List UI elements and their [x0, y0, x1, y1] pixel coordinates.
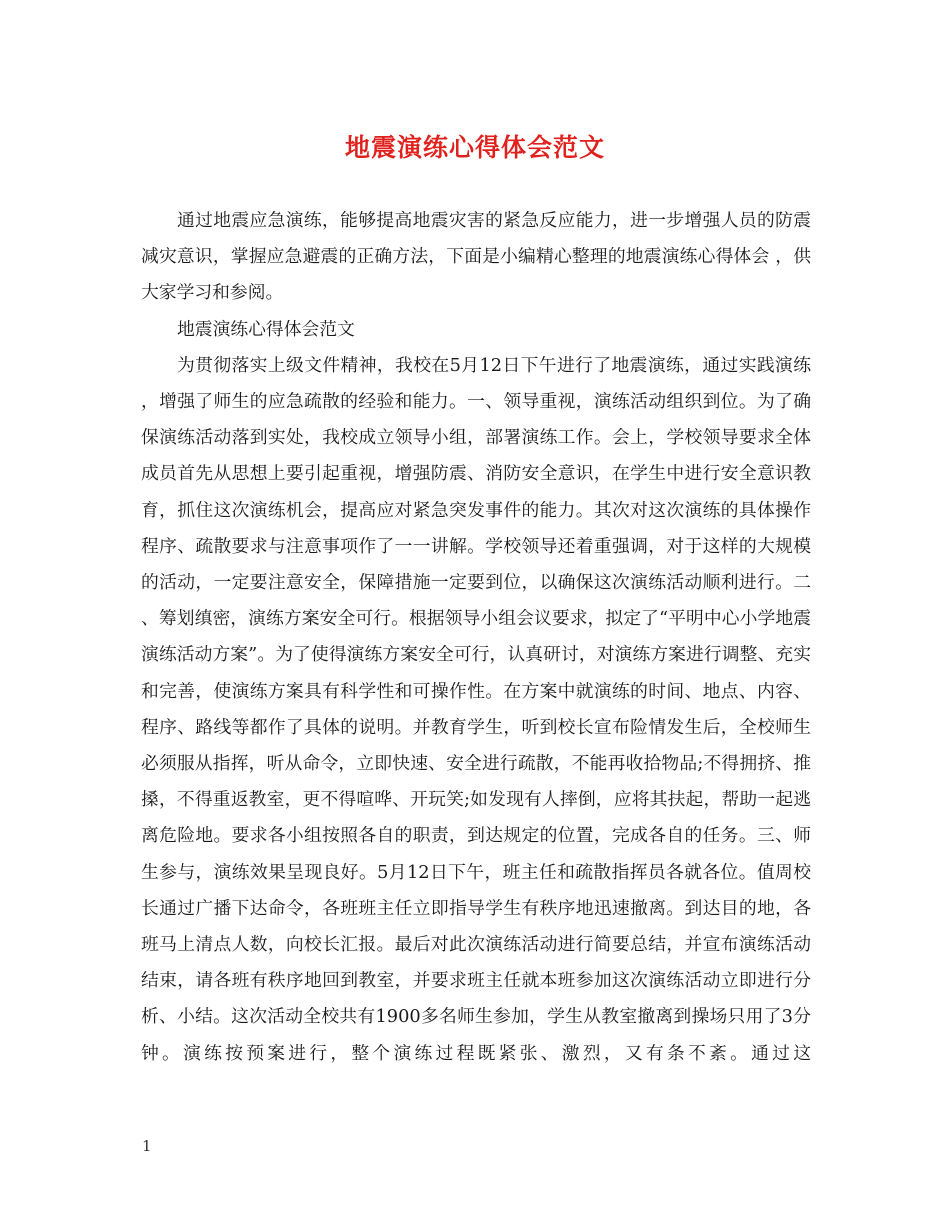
document-body	[141, 203, 811, 1072]
document-title: 地震演练心得体会范文	[344, 133, 605, 162]
page-number: 1	[142, 1137, 152, 1155]
section-heading: 地震演练心得体会范文	[177, 318, 355, 340]
intro-paragraph: 通过地震应急演练，能够提高地震灾害的紧急反应能力，进一步增强人员的防震减灾意识，掌握应急避震的正确方法，下面是小编精心整理的地震演练心得体会 ，供大家学习和参阅。	[141, 210, 811, 304]
body-paragraph: 为贯彻落实上级文件精神，我校在5月12日下午进行了地震演练，通过实践演练，增强了师生的应急疏散的经验和能力。一、领导重视，演练活动组织到位。为了确保演练活动落到实处，我校成立领导小组，部署演练工作。会上，学校领导要求全体成员首先从思想上要引起重视，增强防震、消防安全意识，在学生中进行安全意识教育，抓住这次演练机会，提高应对紧急突发事件的能力。其次对这次演练的具体操作程序、疏散要求与注意事项作了一一讲解。学校领导还着重强调，对于这样的大规模的活动，一定要注意安全，保障措施一定要到位，以确保这次演练活动顺利进行。二、筹划缜密，演练方案安全可行。根据领导小组会议要求，拟定了“平明中心小学地震演练活动方案”。为了使得演练方案安全可行，认真研讨，对演练方案进行调整、充实和完善，使演练方案具有科学性和可操作性。在方案中就演练的时间、地点、内容、程序、路线等都作了具体的说明。并教育学生，听到校长宣布险情发生后，全校师生必须服从指挥，听从命令，立即快速、安全进行疏散，不能再收拾物品;不得拥挤、推搡，不得重返教室，更不得喧哗、开玩笑;如发现有人摔倒，应将其扶起，帮助一起逃离危险地。要求各小组按照各自的职责，到达规定的位置，完成各自的任务。三、师生参与，演练效果呈现良好。5月12日下午，班主任和疏散指挥员各就各位。值周校长通过广播下达命令，各班班主任立即指导学生有秩序地迅速撤离。到达目的地，各班马上清点人数，向校长汇报。最后对此次演练活动进行简要总结，并宣布演练活动结束，请各班有秩序地回到教室，并要求班主任就本班参加这次演练活动立即进行分析、小结。这次活动全校共有1900多名师生参加，学生从教室撤离到操场只用了3分钟。演练按预案进行，整个演练过程既紧张、激烈，又有条不紊。通过这	[141, 354, 811, 1064]
